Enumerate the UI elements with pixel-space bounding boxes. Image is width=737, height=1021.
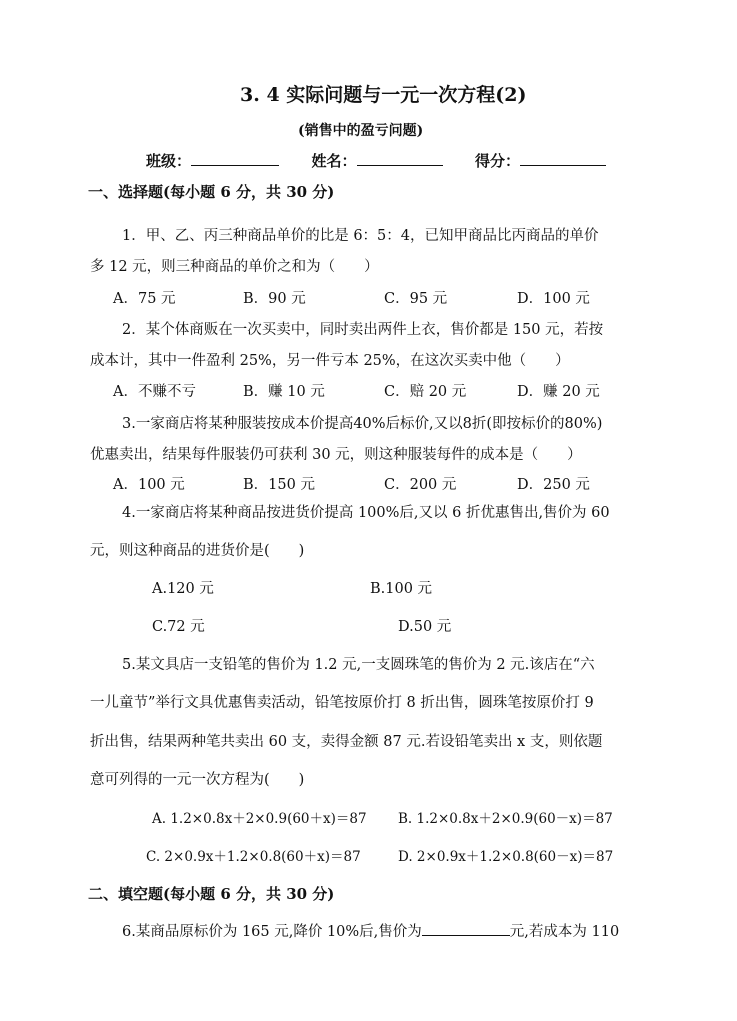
class-label: 班级： — [146, 152, 192, 170]
q5-option-b: B. 1.2×0.8x＋2×0.9(60－x)＝87 — [398, 811, 613, 827]
class-blank — [191, 151, 279, 166]
section-fill-heading: 二、填空题(每小题 6 分，共 30 分) — [88, 885, 335, 903]
q6-text-before: 6.某商品原标价为 165 元,降价 10%后,售价为 — [122, 924, 422, 940]
score-label: 得分： — [474, 152, 520, 170]
q1-line1: 1．甲、乙、丙三种商品单价的比是 6：5：4，已知甲商品比丙商品的单价 — [122, 228, 599, 244]
q5-line2: 一儿童节”举行文具优惠售卖活动，铅笔按原价打 8 折出售，圆珠笔按原价打 9 — [90, 695, 594, 711]
q6-line1 — [122, 920, 619, 941]
q6-text-after: 元,若成本为 110 — [509, 924, 620, 940]
q1-option-a: A．75 元 — [113, 291, 176, 307]
q3-option-c: C．200 元 — [384, 477, 457, 493]
q4-option-d: D.50 元 — [398, 619, 452, 635]
q3-option-d: D．250 元 — [517, 477, 590, 493]
q3-line1: 3.一家商店将某种服装按成本价提高40%后标价,又以8折(即按标价的80%) — [122, 416, 603, 432]
page-title: 3. 4 实际问题与一元一次方程(2) — [240, 84, 527, 106]
q2-line1: 2．某个体商贩在一次买卖中，同时卖出两件上衣，售价都是 150 元，若按 — [122, 322, 604, 338]
score-blank — [520, 151, 606, 166]
q5-option-d: D. 2×0.9x＋1.2×0.8(60－x)＝87 — [398, 849, 614, 865]
q2-option-b: B．赚 10 元 — [243, 384, 325, 400]
name-blank — [357, 151, 443, 166]
student-info-row — [146, 150, 606, 171]
q2-line2: 成本计，其中一件盈利 25%，另一件亏本 25%，在这次买卖中他（ ） — [90, 353, 570, 369]
q3-line2: 优惠卖出，结果每件服装仍可获利 30 元，则这种服装每件的成本是（ ） — [90, 447, 582, 463]
q5-option-c: C. 2×0.9x＋1.2×0.8(60＋x)＝87 — [146, 849, 361, 865]
q4-line2: 元，则这种商品的进货价是( ) — [90, 543, 305, 559]
q4-option-b: B.100 元 — [370, 581, 433, 597]
q4-option-c: C.72 元 — [152, 619, 205, 635]
q4-line1: 4.一家商店将某种商品按进货价提高 100%后,又以 6 折优惠售出,售价为 60 — [122, 505, 610, 521]
q5-line3: 折出售，结果两种笔共卖出 60 支，卖得金额 87 元.若设铅笔卖出 x 支，则依题 — [90, 734, 603, 750]
q3-option-b: B．150 元 — [243, 477, 315, 493]
q1-option-b: B．90 元 — [243, 291, 306, 307]
section-choice-heading: 一、选择题(每小题 6 分，共 30 分) — [88, 183, 335, 201]
q2-option-d: D．赚 20 元 — [517, 384, 600, 400]
q6-answer-blank — [422, 922, 510, 936]
page-subtitle: (销售中的盈亏问题) — [298, 123, 424, 139]
name-label: 姓名： — [311, 152, 357, 170]
q5-option-a: A. 1.2×0.8x＋2×0.9(60＋x)＝87 — [152, 811, 367, 827]
q5-line1: 5.某文具店一支铅笔的售价为 1.2 元,一支圆珠笔的售价为 2 元.该店在“六 — [122, 657, 595, 673]
q1-option-d: D．100 元 — [517, 291, 590, 307]
q1-option-c: C．95 元 — [384, 291, 448, 307]
q3-option-a: A．100 元 — [113, 477, 185, 493]
q1-line2: 多 12 元，则三种商品的单价之和为（ ） — [90, 259, 379, 275]
q4-option-a: A.120 元 — [152, 581, 214, 597]
q2-option-c: C．赔 20 元 — [384, 384, 467, 400]
q5-line4: 意可列得的一元一次方程为( ) — [90, 772, 305, 788]
q2-option-a: A．不赚不亏 — [113, 384, 196, 400]
